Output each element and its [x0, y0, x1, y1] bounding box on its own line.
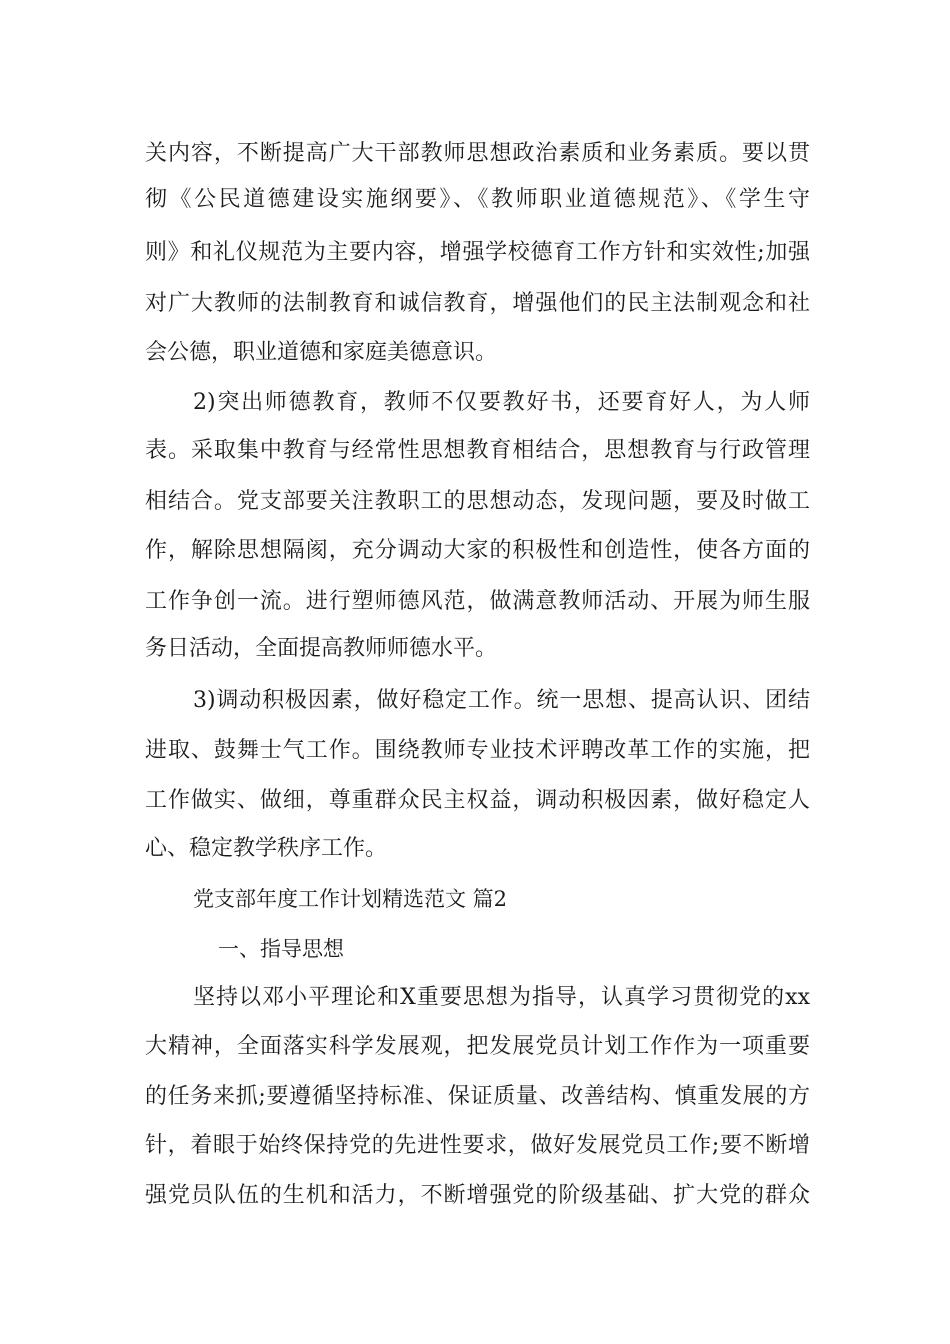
paragraph-line: 表。采取集中教育与经常性思想教育相结合，思想教育与行政管理 [145, 438, 810, 463]
section-heading: 党支部年度工作计划精选范文 篇2 [193, 887, 508, 911]
paragraph-line: 工作做实、做细，尊重群众民主权益，调动积极因素，做好稳定人 [145, 788, 810, 813]
paragraph-line: 心、稳定教学秩序工作。 [145, 836, 388, 861]
paragraph-line: 作，解除思想隔阂，充分调动大家的积极性和创造性，使各方面的 [145, 538, 810, 563]
paragraph-line: 3)调动积极因素，做好稳定工作。统一思想、提高认识、团结 [193, 688, 810, 713]
paragraph-line: 2)突出师德教育，教师不仅要教好书，还要育好人，为人师 [193, 390, 810, 415]
paragraph-line: 进取、鼓舞士气工作。围绕教师专业技术评聘改革工作的实施，把 [145, 738, 810, 763]
paragraph-line: 针，着眼于始终保持党的先进性要求，做好发展党员工作;要不断增 [145, 1133, 810, 1158]
paragraph-line: 的任务来抓;要遵循坚持标准、保证质量、改善结构、慎重发展的方 [145, 1084, 810, 1109]
paragraph-line: 对广大教师的法制教育和诚信教育，增强他们的民主法制观念和社 [145, 291, 810, 316]
paragraph-line: 大精神，全面落实科学发展观，把发展党员计划工作作为一项重要 [145, 1034, 810, 1059]
paragraph-line: 务日活动，全面提高教师师德水平。 [145, 636, 498, 661]
subsection-heading: 一、指导思想 [218, 937, 344, 961]
paragraph-line: 会公德，职业道德和家庭美德意识。 [145, 340, 498, 365]
paragraph-line: 强党员队伍的生机和活力，不断增强党的阶级基础、扩大党的群众 [145, 1183, 810, 1208]
paragraph-line: 坚持以邓小平理论和X重要思想为指导，认真学习贯彻党的xx [193, 985, 810, 1010]
paragraph-line: 彻《公民道德建设实施纲要》、《教师职业道德规范》、《学生守 [145, 187, 810, 212]
paragraph-line: 工作争创一流。进行塑师德风范，做满意教师活动、开展为师生服 [145, 589, 810, 614]
paragraph-line: 关内容，不断提高广大干部教师思想政治素质和业务素质。要以贯 [145, 141, 810, 166]
paragraph-line: 相结合。党支部要关注教职工的思想动态，发现问题，要及时做工 [145, 489, 810, 514]
paragraph-line: 则》和礼仪规范为主要内容，增强学校德育工作方针和实效性;加强 [145, 240, 810, 265]
